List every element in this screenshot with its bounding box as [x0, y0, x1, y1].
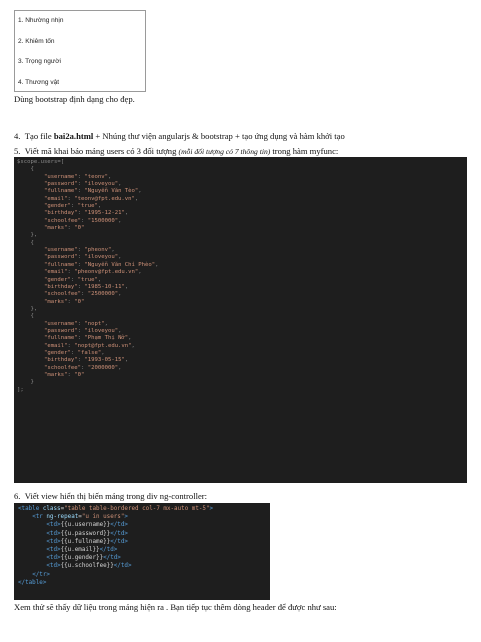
code-line: "fullname": "Nguyễn Văn Chí Phèo",	[43, 261, 159, 268]
list-item: 1. Nhường nhịn	[18, 17, 64, 24]
code-line: "fullname": "Phạm Thị Nở",	[43, 335, 132, 342]
list-item: 3. Trọng người	[18, 58, 61, 65]
code-token: </td>	[110, 530, 128, 537]
code-token: </tr>	[32, 571, 50, 578]
code-token: <td>	[46, 546, 61, 553]
code-line	[18, 571, 266, 579]
code-line: "schoolfee": "2000000",	[43, 364, 122, 371]
code-line: },	[30, 305, 38, 312]
code-line: "gender": "false",	[43, 349, 105, 356]
code-token: "table table-bordered col-7 mx-auto mt-5"	[64, 506, 210, 512]
code-token: </td>	[99, 546, 118, 553]
code-line: "birthday": "1995-12-21",	[43, 210, 129, 217]
step-text: + Nhúng thư viện angularjs & bootstrap + tạo ứng dụng và hàm khởi tạo	[93, 131, 345, 141]
rendered-list-box	[14, 10, 146, 92]
code-token: </table>	[18, 579, 47, 586]
code-line: $scope.users=[	[17, 159, 65, 165]
step-text: Tạo file	[24, 131, 54, 141]
step-text: trong hàm myfunc:	[270, 146, 339, 156]
code-line: "marks": "0"	[43, 225, 85, 232]
code-token: <td>	[46, 530, 61, 537]
code-line: "birthday": "1985-10-11",	[43, 283, 129, 290]
code-token: {{u.password}}	[60, 530, 111, 537]
code-line: {	[30, 239, 34, 246]
code-token: {{u.gender}}	[60, 555, 104, 562]
code-line: <table class="table table-bordered col-7 mx-auto mt-5">	[18, 506, 214, 512]
step-number: 5.	[14, 146, 21, 156]
code-line: "username": "pheonv",	[43, 247, 115, 254]
code-line: "username": "teonv",	[43, 173, 112, 180]
code-line: "marks": "0"	[43, 371, 85, 378]
step-5	[14, 146, 338, 157]
code-token: {{u.username}}	[60, 522, 111, 529]
step-number: 4.	[14, 131, 21, 141]
code-line: "password": "iloveyou",	[43, 254, 122, 261]
code-line: "schoolfee": "1500000",	[43, 217, 122, 224]
code-line: },	[30, 232, 38, 239]
code-line: {	[30, 166, 34, 173]
code-token: <td>	[46, 563, 61, 570]
code-line	[18, 579, 266, 587]
code-token: <td>	[46, 522, 61, 529]
code-token: </td>	[113, 563, 132, 570]
code-token: <tr	[32, 514, 43, 521]
code-token: class	[42, 506, 61, 512]
step-number: 6.	[14, 491, 21, 501]
step-4	[14, 131, 345, 141]
list-item: 2. Khiêm tốn	[18, 38, 55, 45]
code-block-users-array	[14, 157, 467, 483]
code-line: <tr ng-repeat="u in users">	[32, 514, 128, 521]
code-line: "birthday": "1993-05-15",	[43, 357, 129, 364]
code-token: {{u.schoolfee}}	[60, 563, 114, 570]
file-name: bai2a.html	[53, 131, 94, 141]
code-line: ];	[17, 386, 24, 393]
code-token: </td>	[110, 522, 128, 529]
code-line	[18, 546, 266, 554]
step-text: Viết mã khai báo mảng users có 3 đối tượng	[24, 146, 179, 156]
bootstrap-note: Dùng bootstrap định dạng cho đẹp.	[14, 94, 135, 104]
code-line: }	[30, 379, 34, 386]
code-line: "gender": "true",	[43, 203, 102, 210]
final-note: Xem thử sẽ thấy dữ liệu trong mảng hiện ra . Bạn tiếp tục thêm dòng header để được như sau:	[14, 602, 337, 612]
code-token: ng-repeat	[46, 514, 79, 521]
code-line: "gender": "true",	[43, 276, 102, 283]
step-6	[14, 491, 207, 501]
code-line	[18, 530, 266, 538]
code-line: "fullname": "Nguyễn Văn Tèo",	[43, 188, 142, 195]
code-block-view	[14, 503, 270, 600]
code-line	[18, 562, 266, 570]
code-token: <td>	[46, 555, 61, 562]
code-token: <table	[18, 506, 40, 512]
code-token: </td>	[110, 538, 128, 545]
code-token: "u in users"	[81, 514, 125, 521]
code-token: <td>	[46, 538, 61, 545]
code-line	[18, 521, 266, 529]
step-text: Viết view hiển thị biến mảng trong div ng-controller:	[24, 491, 208, 501]
code-line: "password": "iloveyou",	[43, 181, 122, 188]
code-line	[18, 554, 266, 562]
code-line: "email": "teonv@fpt.edu.vn",	[43, 195, 139, 202]
code-line	[18, 538, 266, 546]
code-line: "marks": "0"	[43, 298, 85, 305]
code-line: {	[30, 313, 34, 320]
code-line: "password": "iloveyou",	[43, 327, 122, 334]
code-line: "email": "pheonv@fpt.edu.vn",	[43, 269, 142, 276]
code-line: "email": "nopt@fpt.edu.vn",	[43, 342, 135, 349]
code-token: {{u.fullname}}	[60, 538, 111, 545]
code-token: </td>	[103, 555, 121, 562]
code-line: "schoolfee": "2500000",	[43, 291, 122, 298]
step-note: (mỗi đối tượng có 7 thông tin)	[178, 147, 271, 156]
code-token: {{u.email}}	[60, 546, 100, 553]
list-item: 4. Thương vật	[18, 79, 60, 86]
code-line: "username": "nopt",	[43, 320, 108, 327]
